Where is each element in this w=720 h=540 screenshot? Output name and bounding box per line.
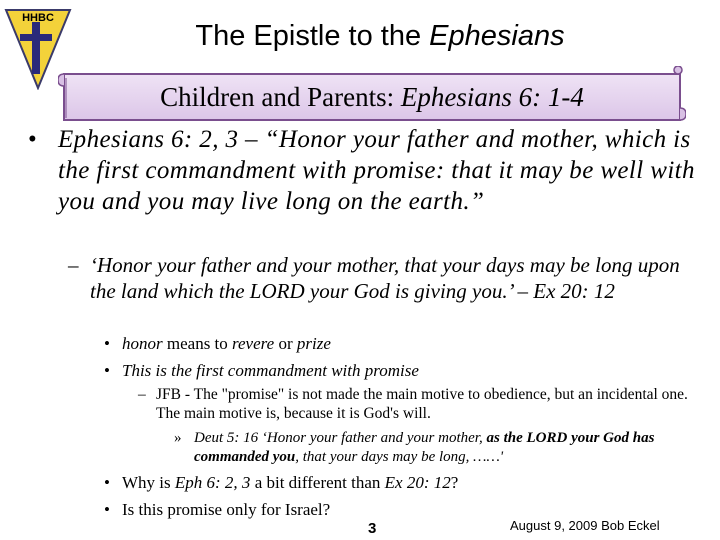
deut-quote-text: [194, 429, 704, 467]
bullet-marker: •: [104, 361, 110, 380]
question-israel: [104, 499, 330, 521]
footer-date-author: August 9, 2009 Bob Eckel: [510, 518, 660, 533]
dash-marker: –: [138, 386, 146, 403]
title-book: Ephesians: [429, 20, 565, 52]
question-why-text: [122, 472, 458, 494]
point-honor: [104, 333, 331, 355]
q-part-c: a bit different than: [250, 473, 385, 492]
quote-marker: »: [174, 430, 182, 446]
q-ex-ref: Ex 20: 12: [384, 473, 451, 492]
title-prefix: The Epistle to the: [195, 20, 430, 52]
bullet-marker: •: [104, 500, 110, 519]
point-first-commandment: [104, 360, 419, 382]
deut-part-emphasis: as the LORD your God has commanded you: [194, 430, 655, 465]
q-part-a: Why is: [122, 473, 175, 492]
point-honor-text: [122, 333, 331, 355]
bullet-marker: •: [28, 126, 37, 153]
jfb-note-text: JFB - The "promise" is not made the main motive to obedience, but an incidental one. The main motive is, because it is God's will.: [156, 386, 688, 422]
point-first-commandment-text: This is the first commandment with promise: [122, 361, 419, 380]
sub-bullet-exodus: [68, 252, 708, 304]
jfb-note: [138, 385, 698, 423]
banner-heading: [62, 80, 682, 114]
sub-bullet-exodus-text: ‘Honor your father and your mother, that your days may be long upon the land which the LORD your God is giving you.’ – Ex 20: 12: [90, 253, 680, 303]
means-to-text: means to: [162, 334, 233, 353]
q-eph-ref: Eph 6: 2, 3: [174, 473, 251, 492]
bullet-marker: •: [104, 473, 110, 492]
prize-word: prize: [296, 334, 331, 353]
revere-word: revere: [232, 334, 275, 353]
banner-ref: Ephesians 6: 1-4: [400, 82, 584, 112]
dash-marker: –: [68, 253, 79, 277]
deut-part-c: , that your days may be long, ……': [295, 449, 504, 465]
honor-word: honor: [122, 334, 163, 353]
or-text: or: [274, 334, 297, 353]
page-title: [80, 18, 680, 54]
bullet-main-text: Ephesians 6: 2, 3 – “Honor your father and mother, which is the first commandment with promise: that it may be well with you and you may live long on the earth.”: [58, 126, 695, 215]
page-number: 3: [368, 520, 377, 537]
logo-letters: HHBC: [22, 12, 54, 24]
q-part-e: ?: [450, 473, 459, 492]
banner-prefix: Children and Parents:: [160, 82, 401, 112]
deut-part-a: Deut 5: 16 ‘Honor your father and your mother,: [194, 430, 487, 446]
deut-quote: [174, 429, 704, 467]
bullet-main: [28, 124, 708, 217]
question-israel-text: Is this promise only for Israel?: [122, 500, 331, 519]
question-why: [104, 472, 458, 494]
bullet-marker: •: [104, 334, 110, 353]
